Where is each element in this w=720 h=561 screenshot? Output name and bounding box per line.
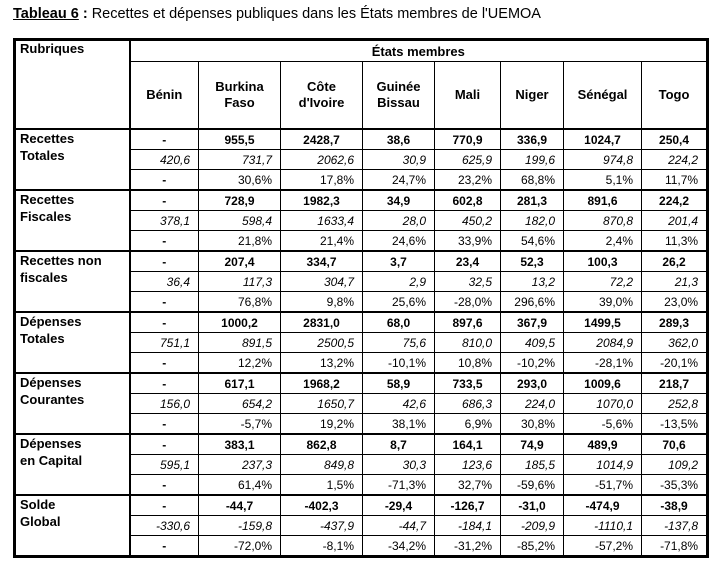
table-cell: 409,5 [501, 333, 564, 353]
table-cell: -330,6 [130, 516, 199, 536]
table-cell: 1499,5 [564, 312, 642, 333]
table-cell: 891,5 [199, 333, 281, 353]
table-cell: 8,7 [363, 434, 435, 455]
table-cell: 862,8 [281, 434, 363, 455]
table-cell: - [130, 536, 199, 557]
table-cell: - [130, 312, 199, 333]
table-cell: 42,6 [363, 394, 435, 414]
table-cell: 70,6 [642, 434, 708, 455]
table-cell: 3,7 [363, 251, 435, 272]
row-label-line: Recettes non [20, 253, 102, 268]
table-cell: 23,0% [664, 294, 699, 309]
table-cell: 897,6 [435, 312, 501, 333]
table-cell: -57,2% [564, 536, 642, 557]
country-header [564, 62, 642, 130]
country-header-line: Niger [515, 87, 549, 102]
table-cell: 367,9 [501, 312, 564, 333]
table-cell: 39,0% [564, 292, 642, 313]
table-cell: 955,5 [199, 129, 281, 150]
row-label-line: fiscales [20, 270, 68, 285]
row-label-line: Global [20, 514, 61, 529]
table-cell: -31,0 [501, 495, 564, 516]
table-cell: 24,7% [363, 170, 435, 191]
table-cell: 38,6 [363, 129, 435, 150]
country-header [501, 62, 564, 130]
table-cell: 75,6 [363, 333, 435, 353]
table-cell: 28,0 [363, 211, 435, 231]
table-cell: -10,1% [363, 353, 435, 374]
table-cell: -44,7 [199, 495, 281, 516]
table-cell: 30,9 [363, 150, 435, 170]
table-cell: -13,5% [660, 416, 699, 431]
table-cell: 686,3 [435, 394, 501, 414]
table-cell: 74,9 [501, 434, 564, 455]
table-cell: - [130, 475, 199, 496]
table-cell: 362,0 [642, 333, 708, 353]
table-cell: -1110,1 [564, 516, 642, 536]
table-cell: - [130, 251, 199, 272]
row-label [15, 373, 130, 434]
table-cell: 224,2 [642, 190, 708, 211]
table-cell: -5,7% [199, 414, 281, 435]
table-row [15, 251, 708, 272]
table-cell: 100,3 [564, 251, 642, 272]
table-cell: 218,7 [642, 373, 708, 394]
table-cell: -31,2% [435, 536, 501, 557]
row-label-line: Fiscales [20, 209, 72, 224]
table-cell: 383,1 [199, 434, 281, 455]
table-cell: 76,8% [199, 292, 281, 313]
table-cell: 2500,5 [281, 333, 363, 353]
table-cell: 2,9 [363, 272, 435, 292]
table-cell: -184,1 [435, 516, 501, 536]
table-cell: 21,3 [642, 272, 708, 292]
table-cell: -474,9 [564, 495, 642, 516]
table-cell: -51,7% [564, 475, 642, 496]
table-cell: 733,5 [435, 373, 501, 394]
table-cell: 52,3 [501, 251, 564, 272]
caption-text: Recettes et dépenses publiques dans les États membres de l'UEMOA [87, 6, 541, 22]
table-cell: - [130, 129, 199, 150]
table-cell: 30,8% [501, 414, 564, 435]
table-cell: 54,6% [501, 231, 564, 252]
table-cell: -137,8 [642, 516, 708, 536]
table-cell: - [130, 190, 199, 211]
table-cell: 11,7% [664, 172, 699, 187]
table-cell: 23,2% [435, 170, 501, 191]
table-cell: -71,3% [363, 475, 435, 496]
table-cell: 731,7 [199, 150, 281, 170]
table-cell: 33,9% [435, 231, 501, 252]
table-cell: -402,3 [281, 495, 363, 516]
table-cell: 1633,4 [281, 211, 363, 231]
table-cell: 109,2 [642, 455, 708, 475]
country-header-line: Togo [658, 87, 690, 102]
table-cell: 68,8% [501, 170, 564, 191]
table-cell: 378,1 [130, 211, 199, 231]
table-cell: 224,0 [501, 394, 564, 414]
table-cell: 2831,0 [281, 312, 363, 333]
table-row [15, 495, 708, 516]
row-label-line: Totales [20, 331, 65, 346]
row-label-line: Recettes [20, 131, 75, 146]
table-cell: 625,9 [435, 150, 501, 170]
table-cell: 23,4 [435, 251, 501, 272]
country-header [199, 62, 281, 130]
row-label-line: Solde [20, 497, 56, 512]
table-cell: 289,3 [642, 312, 708, 333]
table-cell: 1024,7 [564, 129, 642, 150]
country-header [130, 62, 199, 130]
table-cell: 1014,9 [564, 455, 642, 475]
table-cell: 849,8 [281, 455, 363, 475]
country-header-line: Guinée [376, 79, 421, 94]
states-group-header: États membres [130, 40, 708, 62]
table-row [15, 312, 708, 333]
table-cell: 199,6 [501, 150, 564, 170]
row-label [15, 312, 130, 373]
table-cell: 10,8% [435, 353, 501, 374]
row-label-line: Recettes [20, 192, 75, 207]
table-cell: -38,9 [642, 495, 708, 516]
table-cell: 304,7 [281, 272, 363, 292]
table-cell: 602,8 [435, 190, 501, 211]
table-cell: 26,2 [642, 251, 708, 272]
table-cell: -126,7 [435, 495, 501, 516]
table-cell: 30,3 [363, 455, 435, 475]
table-cell: 595,1 [130, 455, 199, 475]
table-cell: 123,6 [435, 455, 501, 475]
table-cell: 1000,2 [199, 312, 281, 333]
table-row [15, 190, 708, 211]
table-cell: - [130, 414, 199, 435]
table-cell: 5,1% [564, 170, 642, 191]
table-cell: -44,7 [363, 516, 435, 536]
table-cell: 17,8% [281, 170, 363, 191]
table-cell: 12,2% [199, 353, 281, 374]
table-cell: 34,9 [363, 190, 435, 211]
table-cell: 420,6 [130, 150, 199, 170]
table-cell: 185,5 [501, 455, 564, 475]
table-cell: 224,2 [642, 150, 708, 170]
country-header-line: Mali [454, 87, 481, 102]
table-cell: 293,0 [501, 373, 564, 394]
table-cell: 728,9 [199, 190, 281, 211]
country-header-line: Burkina [215, 79, 264, 94]
table-cell: 891,6 [564, 190, 642, 211]
table-cell: 1,5% [281, 475, 363, 496]
country-header-line: Bissau [377, 95, 420, 110]
table-cell: 281,3 [501, 190, 564, 211]
table-cell: 2,4% [564, 231, 642, 252]
table-cell: 237,3 [199, 455, 281, 475]
table-cell: -28,1% [564, 353, 642, 374]
table-cell: 252,8 [642, 394, 708, 414]
table-cell: 156,0 [130, 394, 199, 414]
row-label [15, 434, 130, 495]
table-cell: - [130, 231, 199, 252]
table-cell: 13,2% [281, 353, 363, 374]
table-cell: 11,3% [664, 233, 699, 248]
row-label-line: Dépenses [20, 314, 82, 329]
table-cell: 30,6% [199, 170, 281, 191]
table-cell: - [130, 292, 199, 313]
table-cell: 21,4% [281, 231, 363, 252]
country-header [363, 62, 435, 130]
country-header-line: Sénégal [577, 87, 628, 102]
table-cell: 72,2 [564, 272, 642, 292]
country-header [435, 62, 501, 130]
row-label-line: Dépenses [20, 375, 82, 390]
country-header-line: Faso [224, 95, 255, 110]
table-cell: 751,1 [130, 333, 199, 353]
data-table [13, 38, 709, 558]
table-cell: 296,6% [501, 292, 564, 313]
row-label-line: Courantes [20, 392, 85, 407]
table-row [15, 129, 708, 150]
table-cell: -8,1% [281, 536, 363, 557]
table-cell: 598,4 [199, 211, 281, 231]
table-cell: 250,4 [642, 129, 708, 150]
table-cell: -10,2% [501, 353, 564, 374]
table-cell: 2084,9 [564, 333, 642, 353]
table-header [15, 40, 708, 130]
table-cell: -85,2% [501, 536, 564, 557]
table-cell: -59,6% [501, 475, 564, 496]
table-cell: 1968,2 [281, 373, 363, 394]
table-cell: 13,2 [501, 272, 564, 292]
table-row [15, 373, 708, 394]
table-cell: - [130, 434, 199, 455]
row-label-line: Totales [20, 148, 65, 163]
table-cell: 182,0 [501, 211, 564, 231]
table-cell: -29,4 [363, 495, 435, 516]
table-cell: -34,2% [363, 536, 435, 557]
table-cell: 207,4 [199, 251, 281, 272]
table-cell: 450,2 [435, 211, 501, 231]
table-cell: 1982,3 [281, 190, 363, 211]
table-cell: 68,0 [363, 312, 435, 333]
table-cell: 1070,0 [564, 394, 642, 414]
table-cell: -28,0% [435, 292, 501, 313]
table-cell: 489,9 [564, 434, 642, 455]
table-cell: 1009,6 [564, 373, 642, 394]
table-cell: 6,9% [435, 414, 501, 435]
table-cell: - [130, 495, 199, 516]
country-header-line: Bénin [146, 87, 183, 102]
table-cell: -35,3% [660, 477, 699, 492]
rubriques-header: Rubriques [15, 40, 130, 130]
table-cell: 336,9 [501, 129, 564, 150]
table-cell: 61,4% [199, 475, 281, 496]
caption-colon: : [78, 6, 88, 22]
table-caption [13, 6, 541, 22]
table-cell: 770,9 [435, 129, 501, 150]
table-cell: 164,1 [435, 434, 501, 455]
table-cell: 117,3 [199, 272, 281, 292]
table-cell: -209,9 [501, 516, 564, 536]
table-cell: -71,8% [660, 538, 699, 553]
row-label [15, 190, 130, 251]
country-header [281, 62, 363, 130]
table-cell: 654,2 [199, 394, 281, 414]
table-cell: 201,4 [642, 211, 708, 231]
row-label [15, 495, 130, 557]
table-cell: -5,6% [564, 414, 642, 435]
country-header [642, 62, 708, 130]
table-cell: 32,5 [435, 272, 501, 292]
table-cell: 334,7 [281, 251, 363, 272]
row-label [15, 129, 130, 190]
table-cell: 25,6% [363, 292, 435, 313]
table-cell: 617,1 [199, 373, 281, 394]
table-cell: - [130, 353, 199, 374]
table-cell: - [130, 373, 199, 394]
table-cell: 810,0 [435, 333, 501, 353]
row-label-line: en Capital [20, 453, 83, 468]
country-header-line: Côte [307, 79, 336, 94]
table-cell: -20,1% [660, 355, 699, 370]
table-cell: 870,8 [564, 211, 642, 231]
table-cell: 24,6% [363, 231, 435, 252]
row-label [15, 251, 130, 312]
header-row-group [15, 40, 708, 62]
table-cell: 2428,7 [281, 129, 363, 150]
table-cell: -72,0% [199, 536, 281, 557]
table-cell: 36,4 [130, 272, 199, 292]
table-row [15, 434, 708, 455]
table-cell: 38,1% [363, 414, 435, 435]
table-cell: -159,8 [199, 516, 281, 536]
table-cell: - [130, 170, 199, 191]
table-cell: 9,8% [281, 292, 363, 313]
row-label-line: Dépenses [20, 436, 82, 451]
table-cell: 19,2% [281, 414, 363, 435]
table-cell: 21,8% [199, 231, 281, 252]
table-cell: 32,7% [435, 475, 501, 496]
country-header-line: d'Ivoire [298, 95, 345, 110]
table-cell: 1650,7 [281, 394, 363, 414]
table-cell: 974,8 [564, 150, 642, 170]
table-cell: -437,9 [281, 516, 363, 536]
table-cell: 2062,6 [281, 150, 363, 170]
table-cell: 58,9 [363, 373, 435, 394]
table-body [15, 129, 708, 557]
caption-label: Tableau 6 [13, 6, 79, 22]
